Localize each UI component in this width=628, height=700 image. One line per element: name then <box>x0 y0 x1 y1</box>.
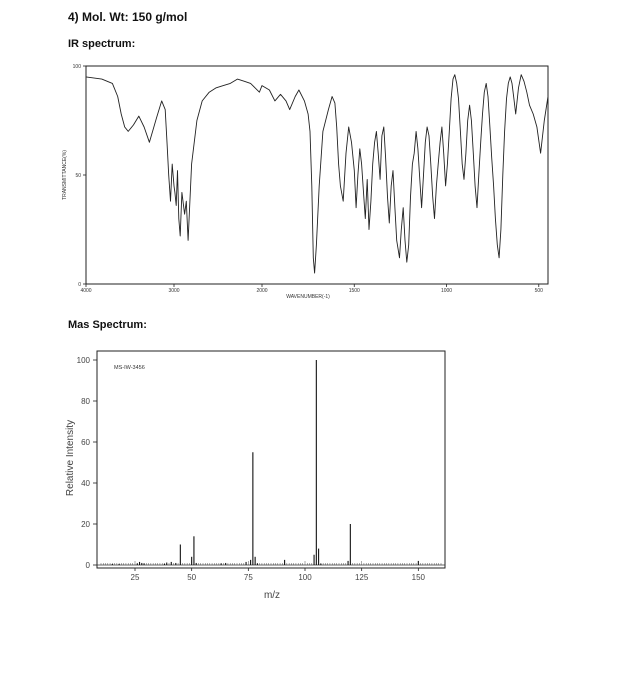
ms-y-tick-label: 100 <box>76 356 90 365</box>
ms-plot-frame <box>97 351 445 568</box>
ir-x-axis-label: WAVENUMBER(-1) <box>286 294 330 300</box>
ms-x-tick-label: 125 <box>354 573 369 582</box>
ir-y-tick-label: 100 <box>72 64 81 70</box>
ir-x-tick-label: 1500 <box>348 288 360 294</box>
ms-x-tick-label: 50 <box>187 573 197 582</box>
ms-y-tick-label: 20 <box>81 520 90 529</box>
ir-spectrum-heading: IR spectrum: <box>68 38 136 50</box>
ms-y-tick-label: 80 <box>81 397 90 406</box>
ms-x-tick-label: 150 <box>411 573 426 582</box>
ms-y-tick-label: 40 <box>81 479 90 488</box>
ms-y-axis-label: Relative Intensity <box>65 419 76 497</box>
ir-x-tick-label: 1000 <box>440 288 453 294</box>
ms-y-tick-label: 60 <box>81 438 90 447</box>
ir-x-tick-label: 4000 <box>80 288 92 294</box>
ms-x-axis-label: m/z <box>263 590 281 601</box>
ms-x-tick-label: 75 <box>243 573 253 582</box>
ir-y-tick-label: 50 <box>75 173 81 179</box>
ms-x-tick-label: 25 <box>130 573 140 582</box>
ir-x-tick-label: 3000 <box>168 288 180 294</box>
mass-spectrum-heading: Mas Spectrum: <box>68 319 147 331</box>
ms-x-tick-label: 100 <box>298 573 312 582</box>
problem-title: 4) Mol. Wt: 150 g/mol <box>68 10 188 24</box>
ms-y-tick-label: 0 <box>85 561 90 570</box>
ms-spectrum-id: MS-IW-3456 <box>114 365 145 371</box>
ir-x-tick-label: 500 <box>534 288 543 294</box>
ir-y-axis-label: TRANSMITTANCE(%) <box>62 150 68 200</box>
ir-x-tick-label: 2000 <box>256 288 268 294</box>
ir-y-tick-label: 0 <box>78 282 81 288</box>
